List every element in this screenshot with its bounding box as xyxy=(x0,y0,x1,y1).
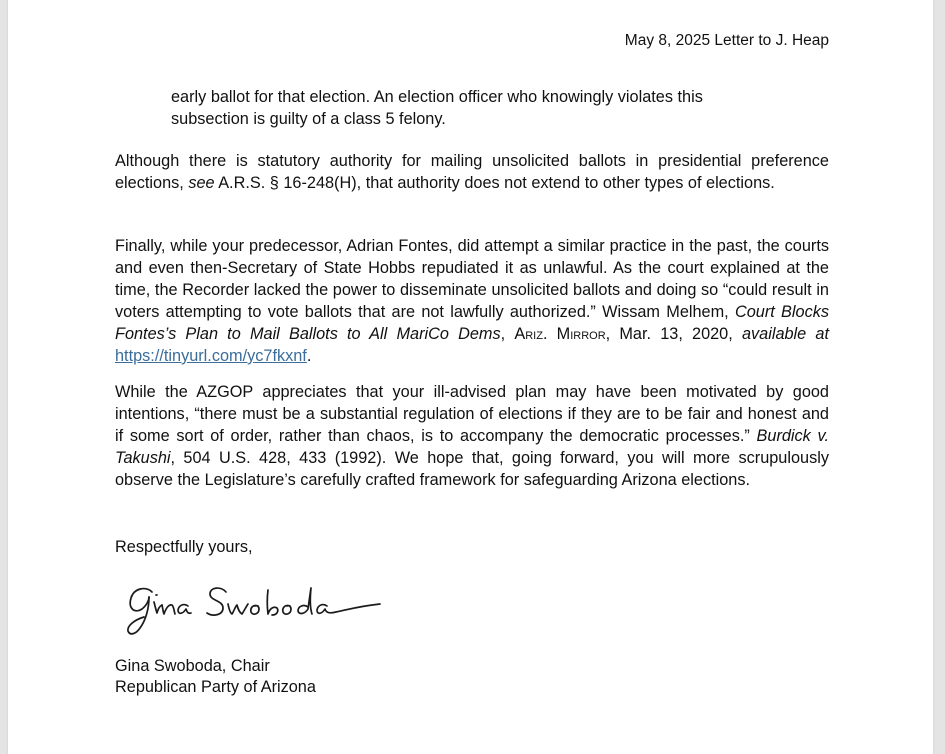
paragraph-azgop-conclusion xyxy=(115,381,829,491)
article-title: Court Blocks Fontes’s Plan to Mail Ballots to All MariCo Dems xyxy=(115,303,829,343)
paragraph-text: A.R.S. § 16-248(H), that authority does not extend to other types of elections. xyxy=(214,174,775,192)
paragraph-text: Although there is statutory authority for mailing unsolicited ballots in presidential preference elections, xyxy=(115,152,829,192)
statute-block-quote xyxy=(171,86,811,130)
signer-block xyxy=(115,656,316,698)
case-name: Burdick v. Takushi xyxy=(115,427,829,467)
handwritten-signature xyxy=(122,578,392,640)
paragraph-statutory-authority xyxy=(115,150,829,194)
punctuation: , xyxy=(500,325,515,343)
paragraph-text: Finally, while your predecessor, Adrian Fontes, did attempt a similar practice in the past, the courts and even then-Secretary of State Hobbs repudiated it as unlawful. As the court explained at the time, the Recorder lacked the power to disseminate unsolicited ballots and doing so “could result in voters attempting to vote ballots that are not lawfully authorized.” Wissam Melhem, xyxy=(115,237,829,321)
signer-organization: Republican Party of Arizona xyxy=(115,678,316,696)
available-at-signal: available at xyxy=(741,325,829,343)
letter-page xyxy=(8,0,933,754)
citation-signal-see: see xyxy=(188,174,215,192)
page-header-date-line: May 8, 2025 Letter to J. Heap xyxy=(624,32,829,49)
paragraph-predecessor xyxy=(115,235,829,367)
citation-date: , Mar. 13, 2020, xyxy=(605,325,742,343)
signer-name-title: Gina Swoboda, Chair xyxy=(115,657,270,675)
paragraph-text: While the AZGOP appreciates that your ill-advised plan may have been motivated by good intentions, “there must be a substantial regulation of elections if they are to be fair and honest and if some sort of order, rather than chaos, is to accompany the democratic processes.” xyxy=(115,383,829,445)
punctuation: . xyxy=(306,347,312,365)
publication-name: Ariz. Mirror xyxy=(514,325,606,343)
paragraph-text: , 504 U.S. 428, 433 (1992). We hope that, going forward, you will more scrupulously observe the Legislature’s carefully crafted framework for safeguarding Arizona elections. xyxy=(115,449,829,489)
quote-line: early ballot for that election. An election officer who knowingly violates this xyxy=(171,88,703,106)
source-link[interactable]: https://tinyurl.com/yc7fkxnf xyxy=(115,347,307,365)
quote-line: subsection is guilty of a class 5 felony. xyxy=(171,110,446,128)
closing-salutation: Respectfully yours, xyxy=(115,538,253,556)
